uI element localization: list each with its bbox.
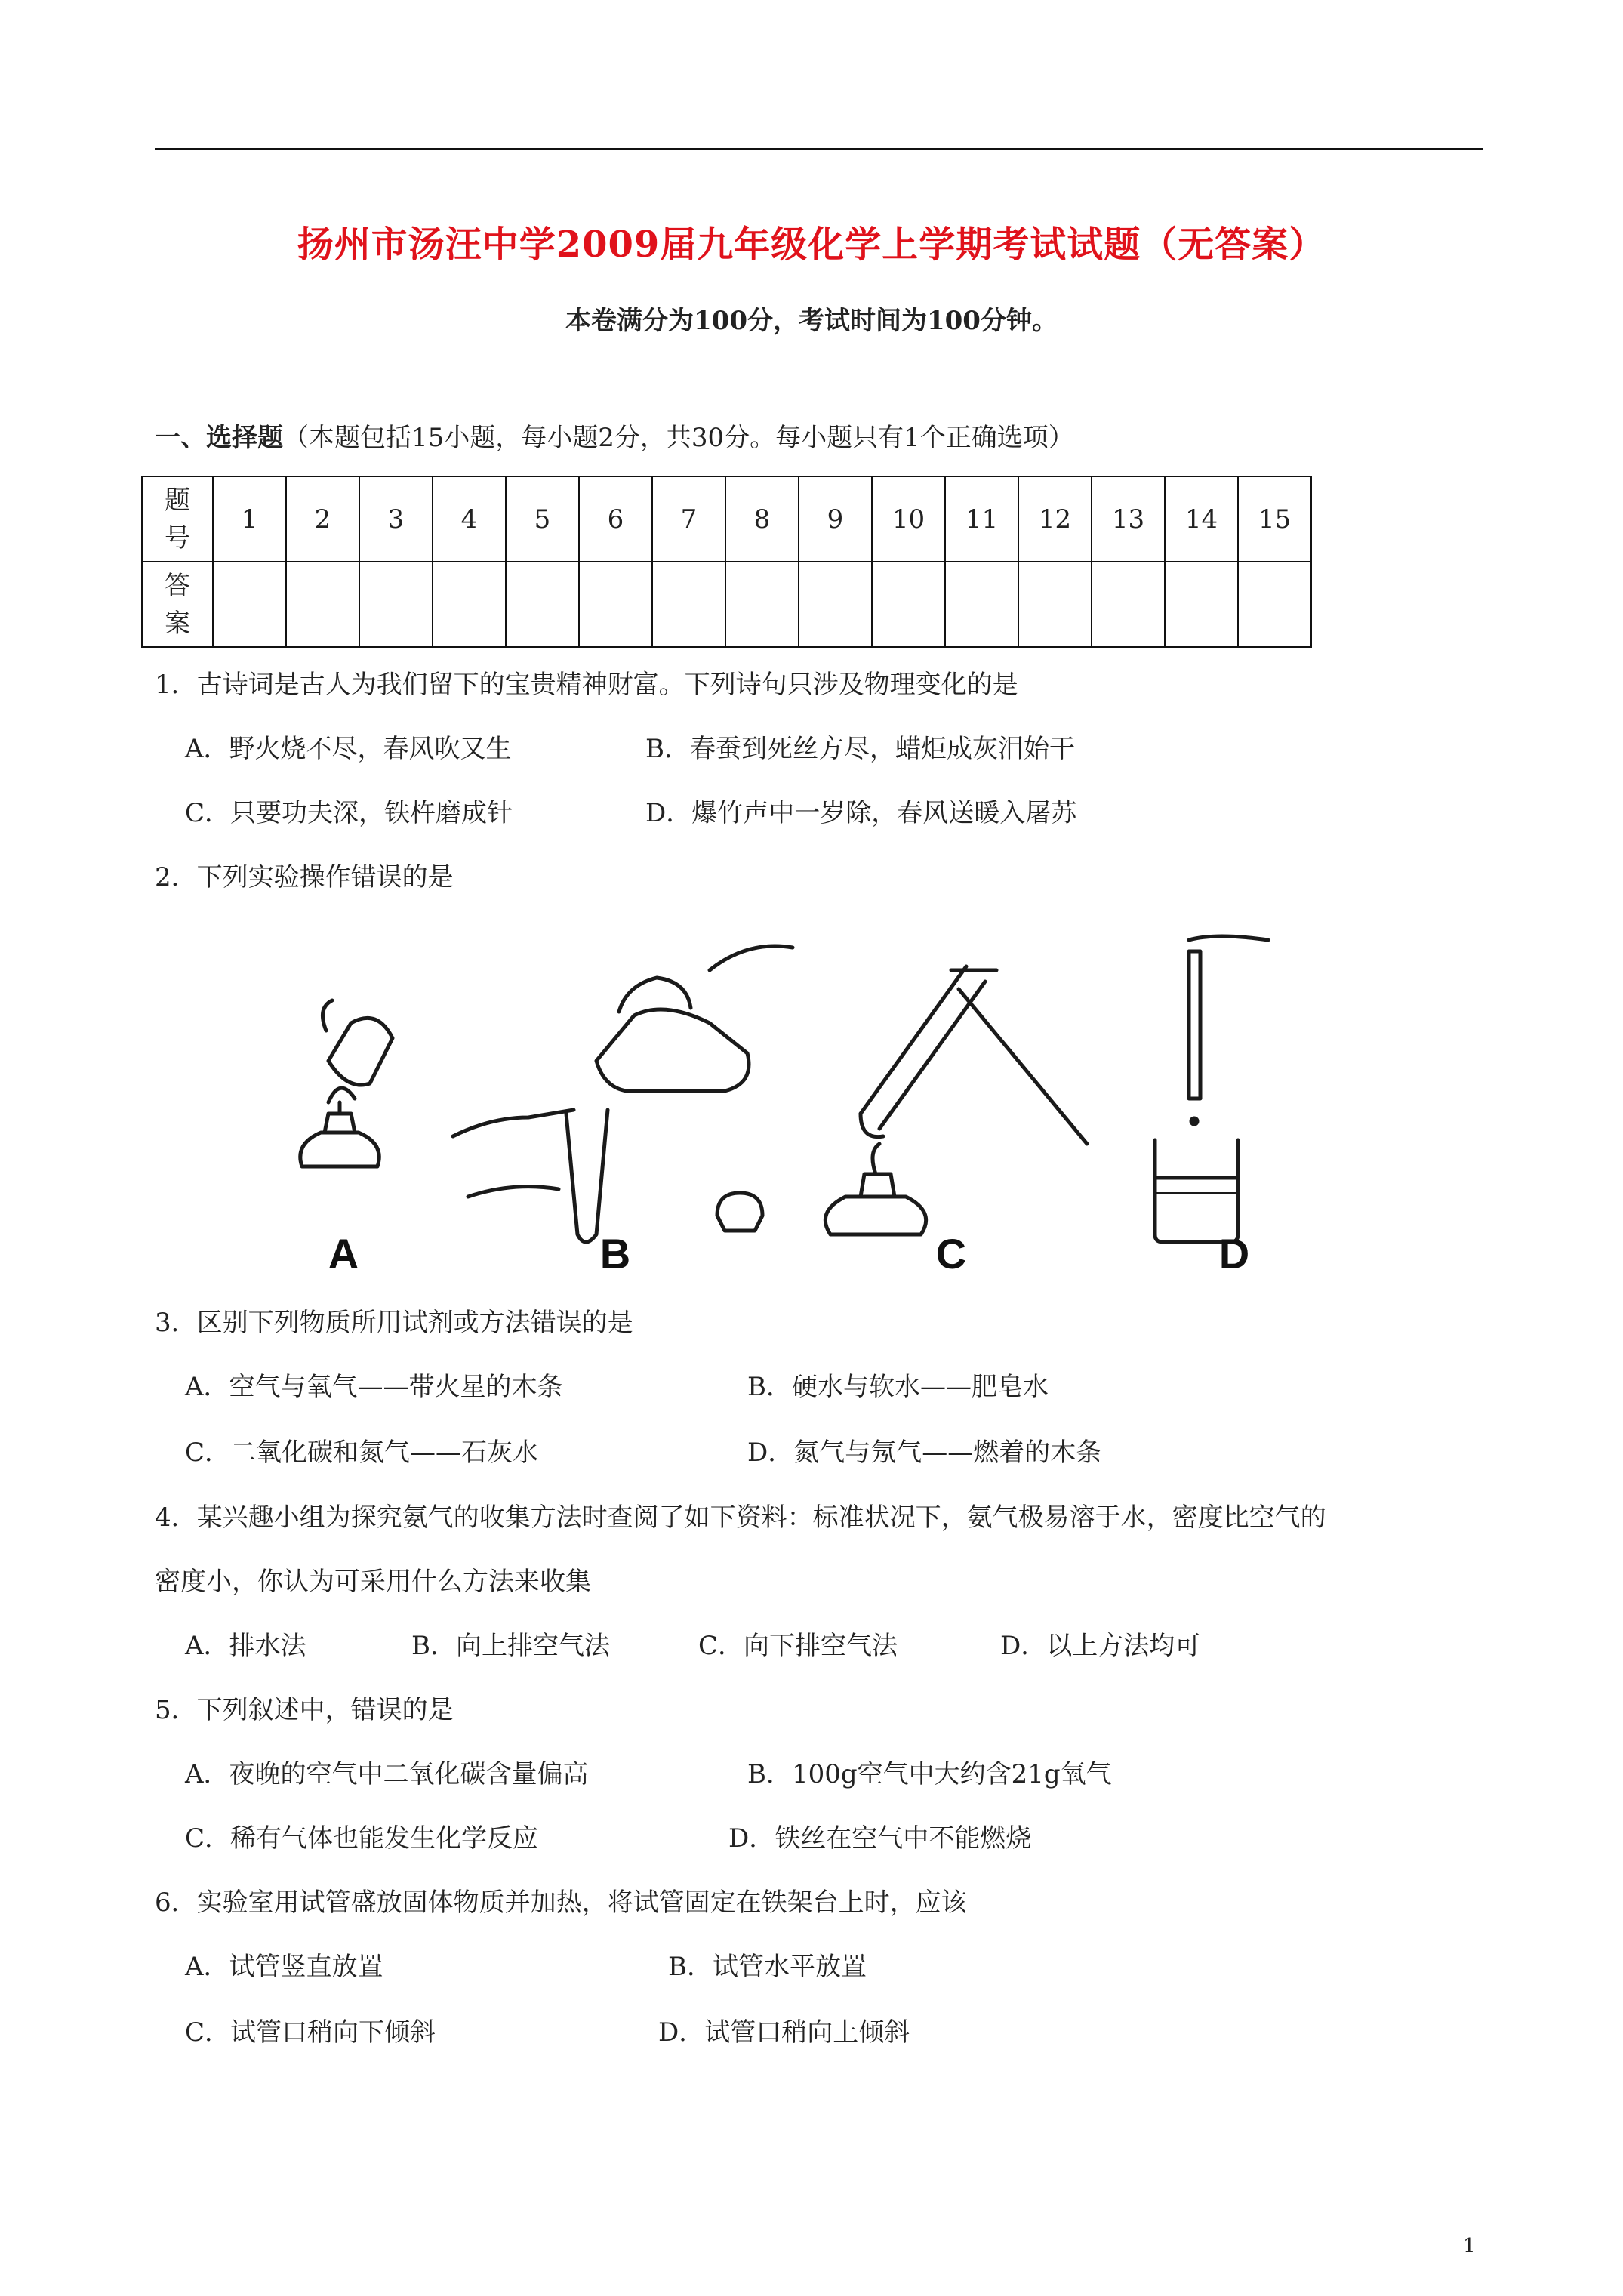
- figure-label-a: A: [328, 1230, 359, 1277]
- question-number-cell: 2: [286, 476, 359, 562]
- question-number-cell: 12: [1018, 476, 1092, 562]
- option-a: A．野火烧不尽，春风吹又生: [185, 734, 512, 764]
- answer-cell[interactable]: [1165, 562, 1238, 647]
- row-header-answer: 答 案: [142, 562, 213, 647]
- question-number-cell: 8: [725, 476, 799, 562]
- option-b: B．硬水与软水——肥皂水: [747, 1372, 1049, 1402]
- answer-cell[interactable]: [652, 562, 725, 647]
- figure-label-d: D: [1218, 1230, 1250, 1277]
- option-c: C．二氧化碳和氮气——石灰水: [185, 1438, 539, 1468]
- option-d: D．铁丝在空气中不能燃烧: [728, 1823, 1032, 1854]
- question-number-cell: 13: [1092, 476, 1165, 562]
- option-a: A．空气与氧气——带火星的木条: [185, 1372, 563, 1402]
- row-header-number: 题 号: [142, 476, 213, 562]
- question-stem: 2．下列实验操作错误的是: [155, 862, 454, 892]
- tilted-lamp-icon: [323, 1000, 393, 1085]
- option-c: C．向下排空气法: [698, 1631, 898, 1661]
- bottle-stopper-icon: [717, 1193, 762, 1231]
- answer-cell[interactable]: [1018, 562, 1092, 647]
- alcohol-lamp-icon: [300, 1088, 379, 1166]
- question-stem: 6．实验室用试管盛放固体物质并加热，将试管固定在铁架台上时，应该: [155, 1888, 967, 1918]
- option-b: B．100g空气中大约含21g氧气: [747, 1759, 1112, 1789]
- option-c: C．试管口稍向下倾斜: [185, 2017, 436, 2048]
- figure-label-c: C: [935, 1230, 967, 1277]
- section-heading-title: 一、选择题: [155, 423, 283, 453]
- exam-info: 本卷满分为100分，考试时间为100分钟。: [565, 306, 1058, 336]
- option-d: D．试管口稍向上倾斜: [658, 2017, 910, 2048]
- question-number-cell: 15: [1238, 476, 1311, 562]
- question-number-cell: 5: [506, 476, 579, 562]
- dropper-icon: [1189, 936, 1268, 1124]
- option-b: B．向上排空气法: [411, 1631, 610, 1661]
- option-c: C．稀有气体也能发生化学反应: [185, 1823, 539, 1854]
- question-number-cell: 11: [945, 476, 1018, 562]
- answer-cell[interactable]: [213, 562, 286, 647]
- answer-cell[interactable]: [1092, 562, 1165, 647]
- page-title: 扬州市汤汪中学2009届九年级化学上学期考试试题（无答案）: [297, 223, 1326, 266]
- header-rule: [155, 148, 1483, 150]
- option-c: C．只要功夫深，铁杵磨成针: [185, 798, 513, 828]
- question-number-cell: 1: [213, 476, 286, 562]
- option-d: D．氮气与氖气——燃着的木条: [747, 1438, 1102, 1468]
- question-number-cell: 7: [652, 476, 725, 562]
- alcohol-lamp-icon: [825, 1144, 925, 1234]
- beaker-icon: [1155, 1140, 1238, 1242]
- heated-test-tube-icon: [861, 966, 1087, 1144]
- answer-cell[interactable]: [286, 562, 359, 647]
- question-stem-continued: 密度小，你认为可采用什么方法来收集: [155, 1567, 591, 1597]
- reagent-bottle-icon: [596, 946, 793, 1091]
- question-stem: 5．下列叙述中，错误的是: [155, 1695, 454, 1725]
- page-number: 1: [1463, 2235, 1476, 2257]
- question-stem: 3．区别下列物质所用试剂或方法错误的是: [155, 1308, 633, 1338]
- question-stem: 1．古诗词是古人为我们留下的宝贵精神财富。下列诗句只涉及物理变化的是: [155, 670, 1018, 700]
- answer-cell[interactable]: [872, 562, 945, 647]
- option-a: A．试管竖直放置: [185, 1952, 383, 1982]
- question-number-cell: 3: [359, 476, 433, 562]
- option-b: B．春蚕到死丝方尽，蜡炬成灰泪始干: [645, 734, 1075, 764]
- section-heading-note: （本题包括15小题，每小题2分，共30分。每小题只有1个正确选项）: [283, 423, 1074, 453]
- answer-table: [141, 476, 1312, 648]
- option-a: A．夜晚的空气中二氧化碳含量偏高: [185, 1759, 589, 1789]
- question-number-cell: 14: [1165, 476, 1238, 562]
- question-number-cell: 10: [872, 476, 945, 562]
- question-number-cell: 9: [799, 476, 872, 562]
- answer-cell[interactable]: [945, 562, 1018, 647]
- lab-operations-figure: [287, 925, 1344, 1280]
- test-tube-icon: [453, 1110, 608, 1242]
- option-b: B．试管水平放置: [668, 1952, 867, 1982]
- question-stem: 4．某兴趣小组为探究氨气的收集方法时查阅了如下资料：标准状况下，氨气极易溶于水，密度比空气的: [155, 1502, 1326, 1533]
- answer-cell[interactable]: [579, 562, 652, 647]
- option-a: A．排水法: [185, 1631, 306, 1661]
- answer-cell[interactable]: [359, 562, 433, 647]
- question-number-cell: 4: [433, 476, 506, 562]
- section-heading: [155, 421, 1074, 455]
- question-number-cell: 6: [579, 476, 652, 562]
- answer-cell[interactable]: [799, 562, 872, 647]
- figure-label-b: B: [599, 1230, 631, 1277]
- answer-cell[interactable]: [725, 562, 799, 647]
- answer-table-number-row: [142, 476, 1311, 562]
- option-d: D．以上方法均可: [1000, 1631, 1201, 1661]
- option-d: D．爆竹声中一岁除，春风送暖入屠苏: [645, 798, 1077, 828]
- answer-table-answer-row: [142, 562, 1311, 647]
- answer-cell[interactable]: [1238, 562, 1311, 647]
- answer-cell[interactable]: [433, 562, 506, 647]
- answer-cell[interactable]: [506, 562, 579, 647]
